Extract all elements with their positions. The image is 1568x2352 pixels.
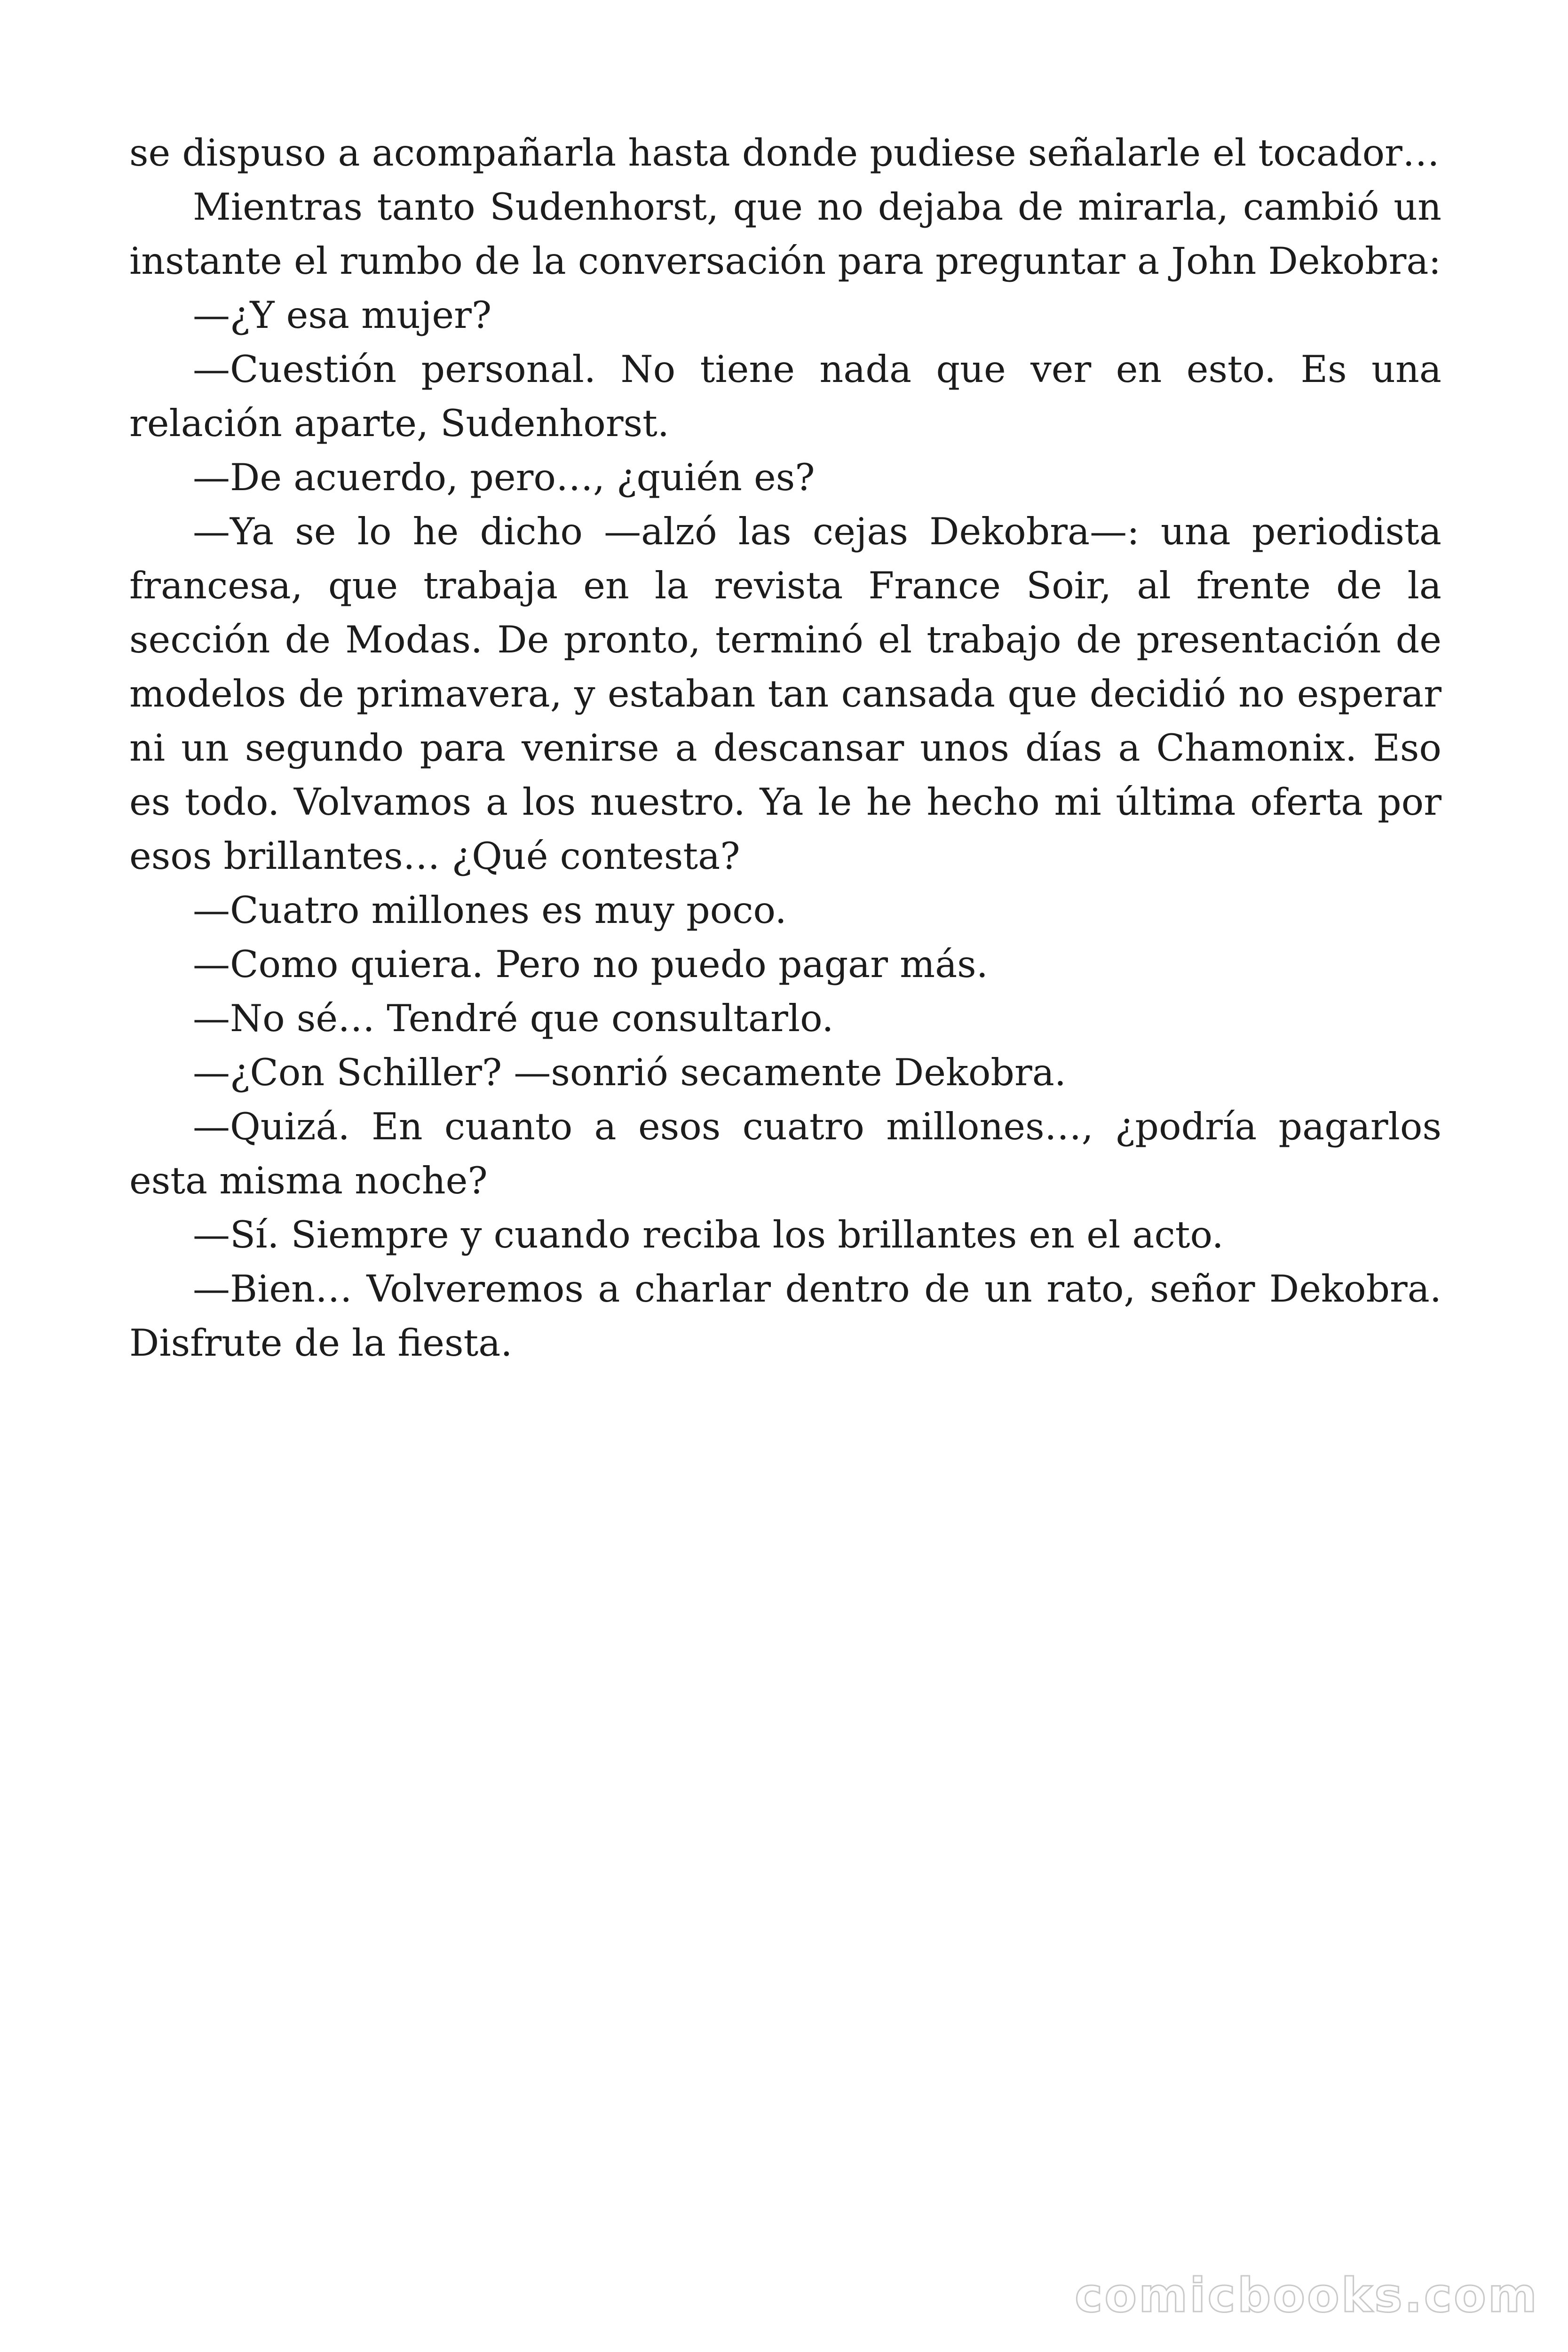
dialogue-line: —¿Con Schiller? —sonrió secamente Dekobra. xyxy=(193,1051,1066,1094)
watermark: comicbooks.com xyxy=(1075,2268,1539,2323)
dialogue-line: —Quizá. En cuanto a esos cuatro millones…, ¿podría pagarlos esta misma noche? xyxy=(129,1105,1441,1202)
paragraph: Mientras tanto Sudenhorst, que no dejaba de mirarla, cambió un instante el rumbo de la conversación para preguntar a John Dekobra: xyxy=(129,185,1441,283)
dialogue-line: —Ya se lo he dicho —alzó las cejas Dekobra—: una periodista francesa, que trabaja en la revista France Soir, al frente de la sección de Modas. De pronto, terminó el trabajo de presentación de modelos de primavera, y estaban tan cansada que decidió no esperar ni un segundo para venirse a descansar unos días a Chamonix. Eso es todo. Volvamos a los nuestro. Ya le he hecho mi última oferta por esos brillantes… ¿Qué contesta? xyxy=(129,510,1441,878)
dialogue-line: —¿Y esa mujer? xyxy=(193,294,492,337)
dialogue-line: —Sí. Siempre y cuando reciba los brillantes en el acto. xyxy=(193,1213,1224,1256)
dialogue-line: —Como quiera. Pero no puedo pagar más. xyxy=(193,943,988,986)
dialogue-line: —De acuerdo, pero…, ¿quién es? xyxy=(193,456,815,499)
paragraph-continuation: se dispuso a acompañarla hasta donde pudiese señalarle el tocador… xyxy=(129,131,1440,175)
dialogue-line: —Bien… Volveremos a charlar dentro de un rato, señor Dekobra. Disfrute de la fiesta. xyxy=(129,1267,1441,1365)
dialogue-line: —Cuatro millones es muy poco. xyxy=(193,889,787,932)
body-text xyxy=(129,126,1441,1370)
dialogue-line: —Cuestión personal. No tiene nada que ver en esto. Es una relación aparte, Sudenhorst. xyxy=(129,348,1441,445)
dialogue-line: —No sé… Tendré que consultarlo. xyxy=(193,997,834,1040)
